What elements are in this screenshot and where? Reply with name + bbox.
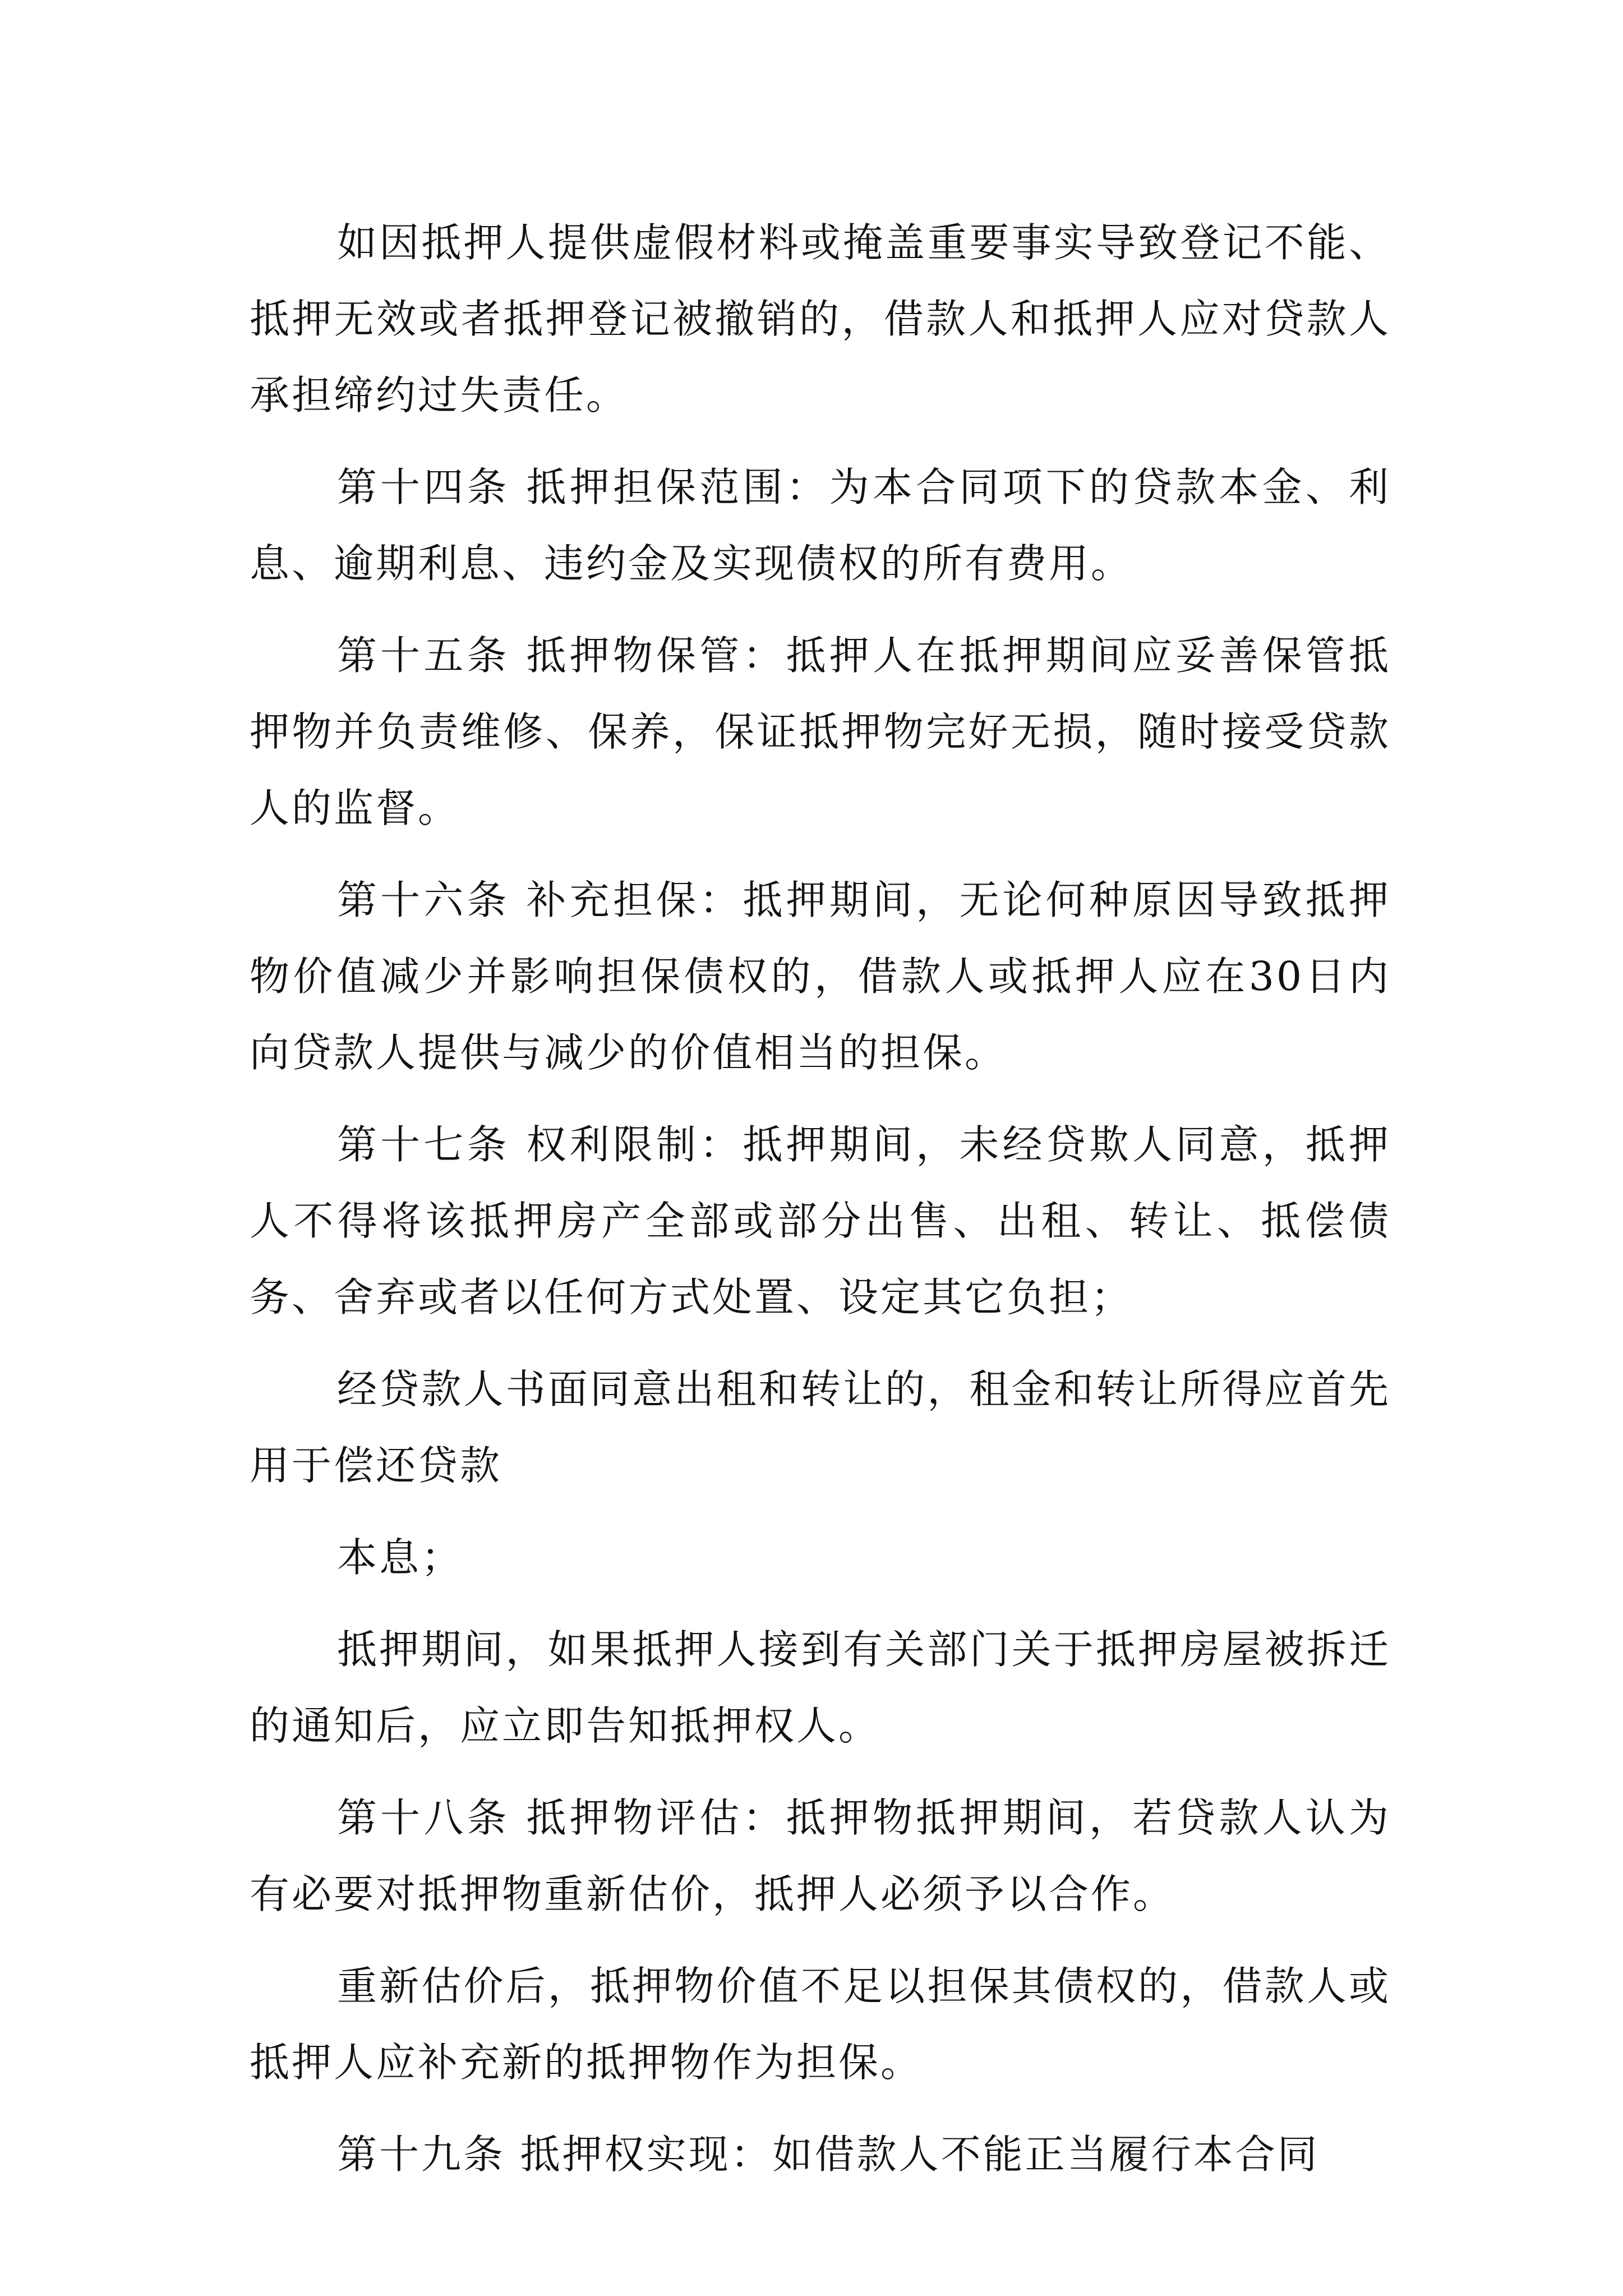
contract-text (250, 205, 1391, 2208)
paragraph-article-17: 第十七条 权利限制：抵押期间，未经贷欺人同意，抵押人不得将该抵押房产全部或部分出售、出租、转让、抵偿债务、舍弃或者以任何方式处置、设定其它负担； (250, 1121, 1391, 1320)
paragraph-article-15: 第十五条 抵押物保管：抵押人在抵押期间应妥善保管抵押物并负责维修、保养，保证抵押物完好无损，随时接受贷款人的监督。 (250, 632, 1391, 831)
paragraph-article-18: 第十八条 抵押物评估：抵押物抵押期间，若贷款人认为有必要对抵押物重新估价，抵押人必须予以合作。 (250, 1795, 1391, 1917)
paragraph-article-16: 第十六条 补充担保：抵押期间，无论何种原因导致抵押物价值减少并影响担保债权的，借款人或抵押人应在30日内向贷款人提供与减少的价值相当的担保。 (250, 877, 1391, 1076)
paragraph-false-materials: 如因抵押人提供虚假材料或掩盖重要事实导致登记不能、抵押无效或者抵押登记被撤销的，借款人和抵押人应对贷款人承担缔约过失责任。 (250, 219, 1391, 418)
paragraph-demolition-notice: 抵押期间，如果抵押人接到有关部门关于抵押房屋被拆迁的通知后，应立即告知抵押权人。 (250, 1626, 1391, 1749)
paragraph-article-19: 第十九条 抵押权实现：如借款人不能正当履行本合同 (337, 2131, 1320, 2178)
paragraph-lease-transfer: 经贷款人书面同意出租和转让的，租金和转让所得应首先用于偿还贷款 (250, 1366, 1391, 1489)
paragraph-principal-interest: 本息； (337, 1534, 464, 1581)
paragraph-revaluation: 重新估价后，抵押物价值不足以担保其债权的，借款人或抵押人应补充新的抵押物作为担保。 (250, 1963, 1391, 2086)
paragraph-article-14: 第十四条 抵押担保范围：为本合同项下的贷款本金、利息、逾期利息、违约金及实现债权的所有费用。 (250, 464, 1391, 587)
